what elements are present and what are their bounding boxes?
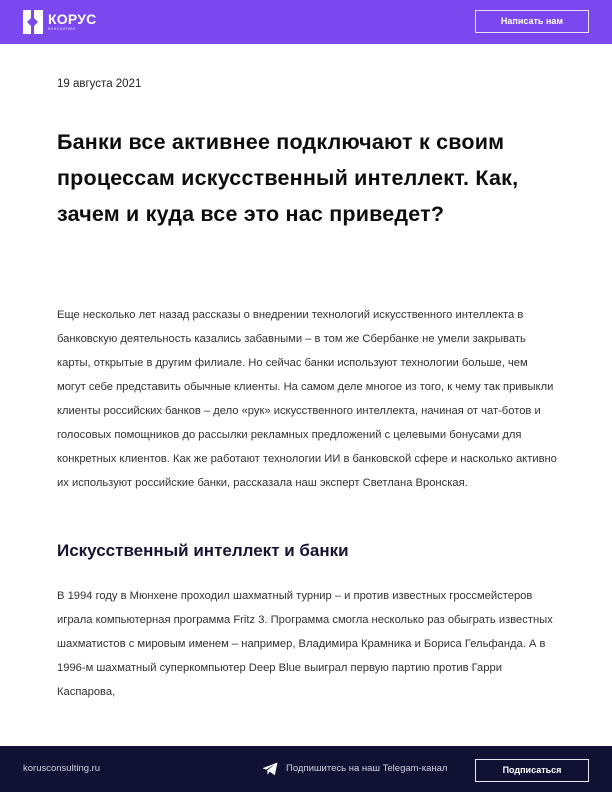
section-heading: Искусственный интеллект и банки <box>57 541 349 560</box>
article-date: 19 августа 2021 <box>57 78 142 90</box>
article-title: Банки все активнее подключают к своим процессам искусственный интеллект. Как, зачем и куда все это нас приведет? <box>57 130 519 226</box>
telegram-paper-plane-icon[interactable] <box>262 762 278 776</box>
article-lead-paragraph: Еще несколько лет назад рассказы о внедрении технологий искусственного интеллекта в банковскую деятельность казались забавными – в том же Сбербанке не умели закрывать карты, открытые в другим филиале. Но сейчас банки используют технологии больше, чем могут себе представить обычные клиенты. На самом деле многое из того, к чему так привыкли клиенты российских банков – дело «рук» искусственного интеллекта, начиная от чат-ботов и голосовых помощников до рассылки рекламных предложений с целевыми бонусами для конкретных клиентов. Как же работают технологии ИИ в банковской сфере и насколько активно их используют российские банки, рассказала наш эксперт Светлана Вронская. <box>57 309 557 489</box>
write-to-us-button[interactable]: Написать нам <box>475 10 589 33</box>
bottom-footer <box>0 746 612 792</box>
logo-wordmark: КОРУС <box>48 11 97 27</box>
telegram-subscribe-text[interactable]: Подпишитесь на наш Telegam-канал <box>286 763 448 774</box>
logo-subtext: КОНСАЛТИНГ <box>48 27 77 31</box>
section-paragraph: В 1994 году в Мюнхене проходил шахматный турнир – и против известных гроссмейстеров играла компьютерная программа Fritz 3. Программа смогла несколько раз обыграть известных шахматистов с мировым именем – например, Владимира Крамника и Бориса Гельфанда. А в 1996-м шахматный суперкомпьютер Deep Blue выиграл первую партию против Гарри Каспарова, <box>57 590 553 698</box>
korus-logo[interactable] <box>23 10 96 34</box>
korus-logo-icon <box>23 10 43 34</box>
subscribe-button[interactable]: Подписаться <box>475 759 589 782</box>
top-header <box>0 0 612 44</box>
logo-text-block <box>48 12 96 32</box>
site-link[interactable]: korusconsulting.ru <box>23 763 101 774</box>
